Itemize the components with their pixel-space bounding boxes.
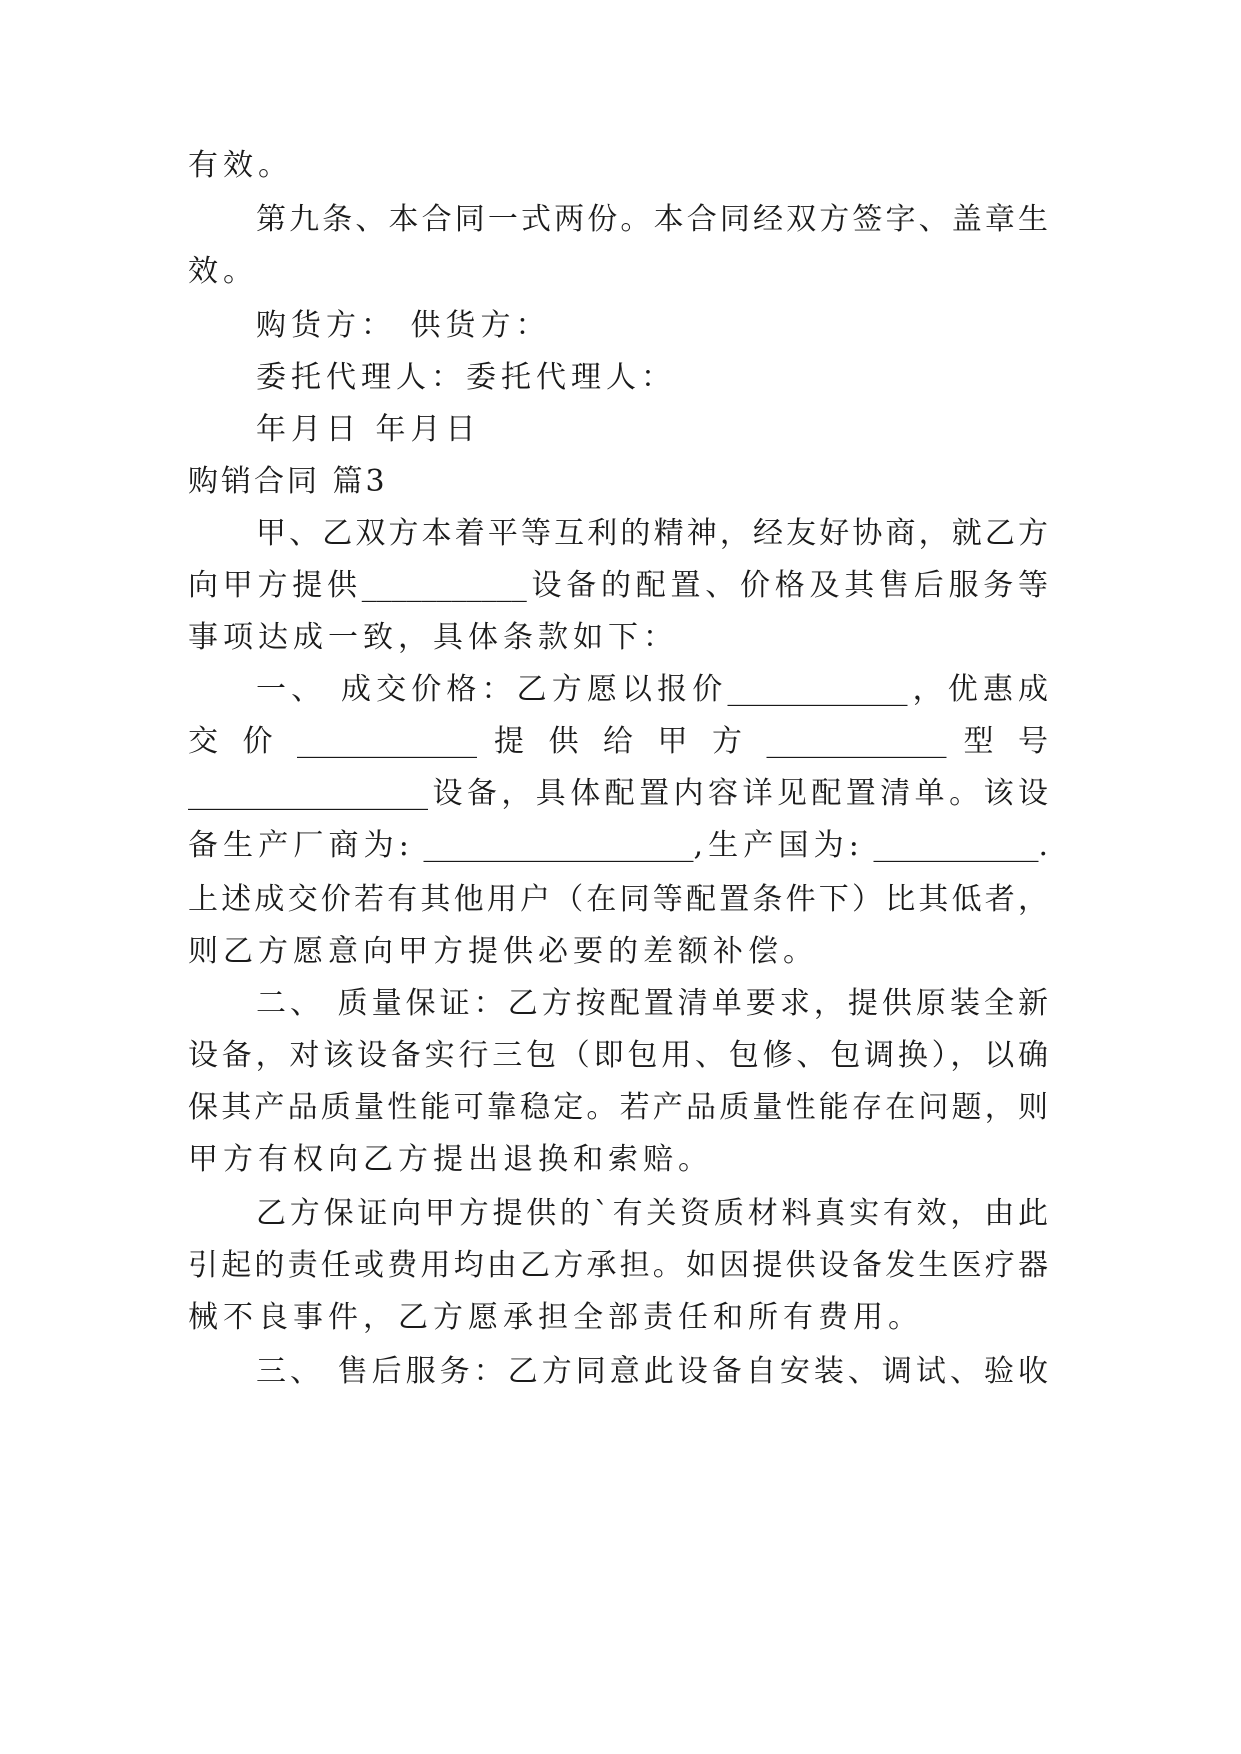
text-line: 交 价 ____________ 提 供 给 甲 方 ____________ 型 号 [188,724,1048,759]
text-line: 有效。 [188,148,293,183]
text-line: 二、 质量保证：乙方按配置清单要求，提供原装全新 [256,986,1048,1021]
section-heading: 购销合同 篇3 [188,464,388,499]
text-line: 设备，对该设备实行三包（即包用、包修、包调换），以确 [188,1038,1048,1073]
text-line: 委托代理人：委托代理人： [256,360,676,395]
text-line: 则乙方愿意向甲方提供必要的差额补偿。 [188,934,818,969]
text-line: 向甲方提供___________设备的配置、价格及其售后服务等 [188,568,1048,603]
text-line: 保其产品质量性能可靠稳定。若产品质量性能存在问题，则 [188,1090,1048,1125]
text-line: 效。 [188,254,258,289]
text-line: 事项达成一致，具体条款如下： [188,620,678,655]
text-line: ________________设备，具体配置内容详见配置清单。该设 [188,776,1048,811]
text-line: 甲方有权向乙方提出退换和索赔。 [188,1142,713,1177]
text-line: 备生产厂商为: __________________,生产国为: ___________. [188,828,1048,863]
text-line: 购货方： 供货方： [256,308,551,343]
text-line: 乙方保证向甲方提供的`有关资质材料真实有效，由此 [256,1196,1048,1231]
text-line: 引起的责任或费用均由乙方承担。如因提供设备发生医疗器 [188,1248,1048,1283]
text-line: 第九条、本合同一式两份。本合同经双方签字、盖章生 [256,202,1048,237]
text-line: 上述成交价若有其他用户（在同等配置条件下）比其低者， [188,882,1048,917]
text-line: 一、 成交价格：乙方愿以报价____________，优惠成 [256,672,1048,707]
text-line: 械不良事件，乙方愿承担全部责任和所有费用。 [188,1300,923,1335]
text-line: 三、 售后服务：乙方同意此设备自安装、调试、验收 [256,1354,1048,1389]
text-line: 年月日 年月日 [256,412,481,447]
text-line: 甲、乙双方本着平等互利的精神，经友好协商，就乙方 [256,516,1048,551]
